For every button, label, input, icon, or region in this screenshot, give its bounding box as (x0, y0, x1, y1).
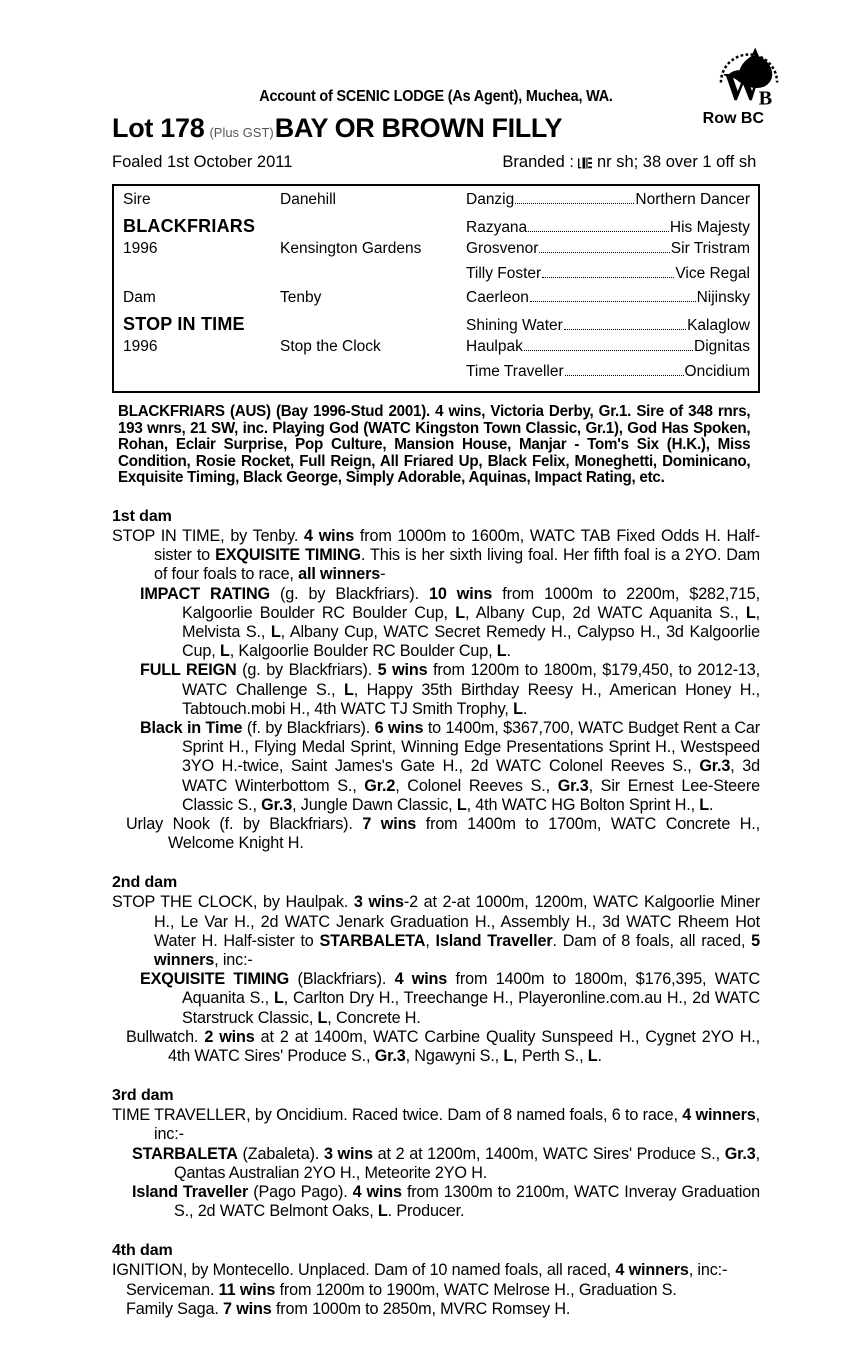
emphasis-text: Island Traveller (132, 1183, 249, 1202)
entry-text: , (425, 931, 436, 950)
brand-symbol-icon (577, 155, 594, 172)
entry-text: , Melvista S., (182, 603, 761, 641)
pedigree-entry (112, 1261, 760, 1280)
dam-sections (0, 508, 860, 1319)
branded-info (502, 153, 756, 172)
entry-text: . (522, 699, 528, 718)
entry-text: , inc:- (214, 951, 253, 970)
entry-text: IGNITION, by Montecello. Unplaced. Dam of 10 named foals, all raced, (112, 1261, 616, 1280)
dam-heading: 2nd dam (112, 874, 178, 892)
entry-text: (Pago Pago). (248, 1183, 353, 1202)
entry-text: (Zabaleta). (237, 1144, 324, 1163)
entry-text: , Kalgoorlie Boulder RC Boulder Cup, (229, 642, 497, 661)
leader-dots (515, 202, 634, 204)
emphasis-text: L (456, 795, 467, 814)
pedigree-entry (112, 661, 760, 719)
leader-dots (542, 276, 674, 278)
emphasis-text: L (343, 680, 354, 699)
page-header (0, 0, 860, 172)
entry-text: (Blackfriars). (289, 970, 395, 989)
entry-text: (f. by Blackfriars). (242, 719, 375, 737)
dam-section (112, 1242, 760, 1319)
pedigree-row (114, 289, 758, 314)
emphasis-text: IMPACT RATING (140, 584, 270, 603)
emphasis-text: EXQUISITE TIMING (215, 546, 361, 565)
pedigree-entry (112, 527, 760, 585)
pedigree-entry (112, 1145, 760, 1183)
emphasis-text: 4 wins (304, 526, 355, 545)
entry-text: , Concrete H. (327, 1008, 421, 1027)
pedigree-row (114, 191, 758, 216)
great-grandparent-name: Dignitas (694, 338, 750, 355)
great-grandparent-name: Nijinsky (696, 289, 750, 306)
entry-text: , 4th WATC HG Bolton Sprint H., (466, 795, 700, 814)
emphasis-text: 7 wins (223, 1299, 272, 1318)
emphasis-text: L (455, 603, 465, 622)
entry-text: to 1400m, $367,700, WATC Budget Rent a Car Sprint H., Flying Medal Sprint, Winning Edge Presentations Sprint H., Westspeed 3YO H.-twice, Saint James's Gate H., 2d WATC Colonel Reeves S., (182, 719, 760, 776)
entry-text: -2 at 2-at 1000m, 1200m, WATC Kalgoorlie Miner H., Le Var H., 2d WATC Jenark Graduation H., Assembly H., 3d WATC Rheem Hot Water H. Half-sister to (154, 893, 760, 950)
foaled-and-branded-line (112, 153, 760, 172)
dam-section (112, 508, 760, 853)
leader-dots (530, 300, 696, 302)
dam-heading: 1st dam (112, 507, 172, 525)
entry-text: , Sir Ernest Lee-Steere Classic S., (182, 776, 760, 814)
pedigree-cell (466, 265, 758, 283)
pedigree-cell (466, 191, 758, 209)
emphasis-text: 3 wins (353, 893, 404, 912)
entry-text: from 1300m to 2100m, WATC Inveray Graduation S., 2d WATC Belmont Oaks, (174, 1183, 760, 1221)
emphasis-text: 6 wins (374, 719, 424, 737)
colour-and-sex: BAY OR BROWN FILLY (274, 113, 563, 143)
emphasis-text: L (745, 603, 756, 622)
entry-text: , inc:- (154, 1106, 760, 1144)
pedigree-entry (112, 970, 760, 1028)
dam-dam: Stop the Clock (280, 338, 381, 355)
entry-text: from 1000m to 1600m, WATC TAB Fixed Odds H. Half-sister to (154, 526, 760, 565)
entry-text: , Albany Cup, 2d WATC Aquanita S., (464, 603, 746, 622)
great-grandparent-name: Northern Dancer (635, 191, 750, 208)
entry-text: , Albany Cup, WATC Secret Remedy H., Calypso H., 3d Kalgoorlie Cup, (182, 622, 760, 661)
pedigree-cell (466, 219, 758, 237)
pedigree-row (114, 265, 758, 290)
leader-dots (565, 374, 684, 376)
entry-text: from 1000m to 2200m, $282,715, Kalgoorlie Boulder RC Boulder Cup, (182, 584, 761, 622)
emphasis-text: Gr.2 (364, 776, 396, 795)
entry-text: , Jungle Dawn Classic, (292, 795, 457, 814)
sire-sire: Danehill (280, 191, 337, 208)
sire-dam: Kensington Gardens (280, 240, 422, 257)
pedigree-entry (112, 1183, 760, 1221)
emphasis-text: Gr.3 (699, 757, 731, 776)
pedigree-entry (112, 893, 760, 970)
leader-dots (524, 349, 693, 351)
great-grandparent-name: Vice Regal (675, 264, 750, 282)
emphasis-text: 5 wins (377, 661, 428, 680)
pedigree-row (114, 338, 758, 363)
dam-section (112, 874, 760, 1066)
pedigree-row (114, 363, 758, 388)
entry-text: - (380, 565, 386, 584)
pedigree-entry (112, 1028, 760, 1066)
entry-text: . Dam of 8 foals, all raced, (552, 931, 752, 950)
pedigree-cell (466, 363, 758, 381)
branded-suffix: nr sh; 38 over 1 off sh (596, 153, 757, 171)
emphasis-text: Gr.3 (261, 795, 293, 814)
entry-text: Serviceman. (126, 1280, 219, 1299)
sire-year: 1996 (123, 240, 158, 257)
emphasis-text: Island Traveller (435, 931, 553, 950)
grandparent-name: Tilly Foster (466, 264, 542, 282)
pedigree-entry (112, 1281, 760, 1300)
pedigree-entry (112, 719, 760, 815)
dam-section (112, 1087, 760, 1221)
emphasis-text: 2 wins (204, 1027, 255, 1046)
entry-text: , Ngawyni S., (405, 1047, 504, 1066)
entry-text: . (506, 642, 511, 661)
foaled-date: Foaled 1st October 2011 (112, 153, 293, 171)
entry-text: Urlay Nook (f. by Blackfriars). (126, 815, 363, 834)
dam-heading: 4th dam (112, 1242, 173, 1260)
entry-text: , Perth S., (513, 1047, 588, 1066)
emphasis-text: 10 wins (429, 584, 493, 603)
emphasis-text: L (513, 699, 523, 718)
emphasis-text: L (270, 622, 281, 641)
entry-text: TIME TRAVELLER, by Oncidium. Raced twice. Dam of 8 named foals, 6 to race, (112, 1106, 683, 1125)
emphasis-text: Gr.3 (557, 776, 589, 795)
grandparent-name: Shining Water (466, 316, 563, 334)
sire-name: BLACKFRIARS (123, 215, 256, 236)
lot-number: Lot 178 (112, 113, 205, 143)
entry-text: from 1000m to 2850m, MVRC Romsey H. (271, 1299, 571, 1318)
pedigree-entry (112, 1300, 760, 1319)
emphasis-text: 11 wins (218, 1280, 276, 1299)
entry-text: . This is her sixth living foal. Her fifth foal is a 2YO. Dam of four foals to race, (154, 546, 760, 584)
entry-text: (g. by Blackfriars). (236, 661, 378, 680)
dam-label: Dam (123, 289, 156, 306)
great-grandparent-name: Oncidium (684, 362, 750, 380)
emphasis-text: STARBALETA (319, 931, 426, 950)
svg-text:W: W (723, 65, 763, 109)
emphasis-text: 7 wins (362, 815, 417, 834)
pedigree-row (114, 314, 758, 339)
leader-dots (539, 251, 669, 253)
entry-text: from 1200m to 1800m, $179,450, to 2012-13, WATC Challenge S., (182, 661, 760, 699)
dam-year: 1996 (123, 338, 158, 355)
emphasis-text: 4 wins (352, 1183, 402, 1202)
entry-text: , Qantas Australian 2YO H., Meteorite 2YO H. (174, 1144, 760, 1182)
grandparent-name: Time Traveller (466, 362, 564, 380)
plus-gst-note: (Plus GST) (209, 125, 274, 140)
pedigree-cell (466, 289, 758, 307)
branded-prefix: Branded : (502, 153, 574, 171)
emphasis-text: L (503, 1047, 514, 1066)
entry-text: . (597, 1047, 602, 1066)
entry-text: , Happy 35th Birthday Reesy H., American Honey H., Tabtouch.mobi H., 4th WATC TJ Smith Trophy, (182, 680, 760, 718)
leader-dots (528, 230, 669, 232)
entry-text: . (709, 795, 714, 814)
pedigree-row (114, 240, 758, 265)
emphasis-text: EXQUISITE TIMING (140, 970, 290, 989)
dam-sire: Tenby (280, 289, 322, 306)
entry-text: , 3d WATC Winterbottom S., (182, 757, 760, 795)
emphasis-text: Gr.3 (374, 1047, 406, 1066)
entry-text: (g. by Blackfriars). (269, 584, 429, 603)
pedigree-cell (466, 317, 758, 335)
entry-text: , Carlton Dry H., Treechange H., Playeronline.com.au H., 2d WATC Starstruck Classic, (182, 989, 760, 1027)
pedigree-entry (112, 1106, 760, 1144)
emphasis-text: Gr.3 (724, 1144, 756, 1163)
pedigree-cell (466, 338, 758, 356)
great-grandparent-name: Sir Tristram (670, 240, 750, 257)
entry-text: at 2 at 1200m, 1400m, WATC Sires' Produce S., (372, 1144, 725, 1163)
account-line: Account of SCENIC LODGE (As Agent), Muchea, WA. (259, 88, 613, 105)
pedigree-entry (112, 585, 760, 662)
great-grandparent-name: Kalaglow (687, 316, 750, 334)
emphasis-text: STARBALETA (132, 1144, 238, 1163)
great-grandparent-name: His Majesty (669, 218, 750, 236)
entry-text: , Colonel Reeves S., (395, 776, 558, 795)
emphasis-text: Black in Time (140, 719, 243, 737)
emphasis-text: 4 winners (682, 1106, 756, 1125)
emphasis-text: 4 winners (615, 1261, 689, 1280)
entry-text: STOP THE CLOCK, by Haulpak. (112, 893, 354, 912)
entry-text: from 1400m to 1700m, WATC Concrete H., Welcome Knight H. (168, 815, 760, 853)
emphasis-text: L (273, 989, 284, 1008)
grandparent-name: Razyana (466, 218, 528, 236)
pedigree-entry (112, 815, 760, 853)
leader-dots (564, 328, 686, 330)
pedigree-table (112, 184, 760, 393)
pedigree-row (114, 216, 758, 241)
sire-label: Sire (123, 191, 151, 208)
entry-text: from 1400m to 1800m, $176,395, WATC Aquanita S., (182, 970, 760, 1008)
row-label: Row BC (702, 110, 764, 127)
entry-text: STOP IN TIME, by Tenby. (112, 526, 305, 545)
entry-text: , inc:- (688, 1261, 728, 1280)
grandparent-name: Caerleon (466, 289, 529, 306)
emphasis-text: 4 wins (394, 970, 448, 989)
pedigree-cell (466, 240, 758, 258)
emphasis-text: L (219, 642, 230, 661)
entry-text: at 2 at 1400m, WATC Carbine Quality Sunspeed H., Cygnet 2YO H., 4th WATC Sires' Produce S., (168, 1027, 760, 1066)
emphasis-text: L (317, 1008, 328, 1027)
emphasis-text: L (496, 642, 507, 661)
grandparent-name: Grosvenor (466, 240, 539, 257)
svg-text:B: B (758, 87, 773, 110)
grandparent-name: Haulpak (466, 338, 523, 355)
emphasis-text: FULL REIGN (140, 661, 237, 680)
dam-name: STOP IN TIME (123, 313, 245, 334)
lot-title-line (112, 113, 760, 144)
entry-text: . Producer. (387, 1202, 465, 1221)
emphasis-text: L (377, 1202, 388, 1221)
grandparent-name: Danzig (466, 191, 515, 208)
emphasis-text: L (699, 795, 710, 814)
emphasis-text: 3 wins (323, 1144, 373, 1163)
sire-summary-paragraph: BLACKFRIARS (AUS) (Bay 1996-Stud 2001). 4 wins, Victoria Derby, Gr.1. Sire of 348 rnrs, 193 wnrs, 21 SW, inc. Playing God (WATC Kingston Town Classic, Gr.1), God Has Spoken, Rohan, Eclair Surprise, Pop Culture, Mansion House, Manjar - Tom's Six (H.K.), Miss Condition, Rosie Rocket, Full Reign, All Friared Up, Black Felix, Moneghetti, Dominicano, Exquisite Timing, Black George, Simply Adorable, Aquinas, Impact Rating, etc. (118, 403, 751, 487)
dam-heading: 3rd dam (112, 1087, 174, 1105)
entry-text: Bullwatch. (126, 1027, 205, 1046)
emphasis-text: 5 winners (154, 931, 761, 970)
emphasis-text: L (587, 1047, 598, 1066)
entry-text: from 1200m to 1900m, WATC Melrose H., Graduation S. (275, 1280, 677, 1299)
emphasis-text: all winners (298, 565, 381, 584)
entry-text: Family Saga. (126, 1299, 224, 1318)
